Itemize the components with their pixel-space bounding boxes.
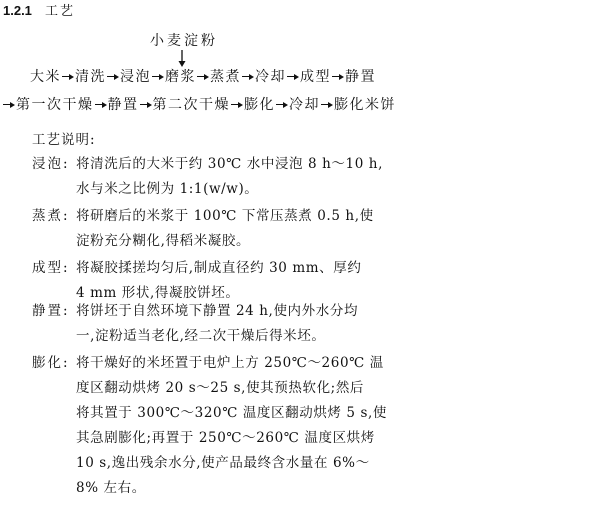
right-arrow-icon [3, 100, 15, 110]
description-term: 浸泡: [32, 156, 70, 172]
right-arrow-icon [287, 72, 299, 82]
flow-step: 成型 [300, 69, 331, 85]
description-line: 将清洗后的大米于约 30℃ 水中浸泡 8 h～10 h, [76, 156, 383, 172]
description-line: 4 mm 形状,得凝胶饼坯。 [76, 285, 240, 301]
right-arrow-icon [242, 72, 254, 82]
right-arrow-icon [62, 72, 74, 82]
flow-row-1 [30, 66, 376, 86]
description-term: 蒸煮: [32, 208, 70, 224]
flow-step: 第一次干燥 [16, 97, 94, 113]
flow-step: 大米 [30, 69, 61, 85]
right-arrow-icon [321, 100, 333, 110]
section-title: 工艺 [45, 4, 76, 19]
description-line: 将饼坯于自然环境下静置 24 h,使内外水分均 [76, 303, 359, 319]
flow-step: 冷却 [289, 97, 320, 113]
right-arrow-icon [276, 100, 288, 110]
flow-row-2 [2, 94, 396, 114]
right-arrow-icon [107, 72, 119, 82]
flow-step: 第二次干燥 [152, 97, 230, 113]
flow-step: 膨化 [244, 97, 275, 113]
description-line: 将研磨后的米浆于 100℃ 下常压蒸煮 0.5 h,使 [76, 208, 374, 224]
flow-step: 静置 [107, 97, 139, 113]
right-arrow-icon [95, 100, 107, 110]
flow-step: 清洗 [75, 69, 106, 85]
flow-step: 冷却 [255, 69, 286, 85]
flow-step: 膨化米饼 [334, 97, 396, 113]
flow-step: 磨浆 [165, 69, 196, 85]
description-line: 将其置于 300℃～320℃ 温度区翻动烘烤 5 s,使 [76, 405, 388, 421]
description-line: 一,淀粉适当老化,经二次干燥后得米坯。 [76, 328, 326, 344]
section-heading [3, 0, 75, 19]
flow-step: 浸泡 [120, 69, 151, 85]
flow-step: 蒸煮 [210, 69, 241, 85]
description-line: 将干燥好的米坯置于电炉上方 250℃～260℃ 温 [76, 355, 384, 371]
right-arrow-icon [231, 100, 243, 110]
right-arrow-icon [197, 72, 209, 82]
description-term: 膨化: [32, 355, 70, 371]
description-heading: 工艺说明: [32, 132, 96, 148]
description-line: 8% 左右。 [76, 480, 146, 496]
right-arrow-icon [332, 72, 344, 82]
description-term: 静置: [32, 303, 70, 319]
side-input-label: 小麦淀粉 [150, 33, 218, 49]
description-line: 水与米之比例为 1:1(w/w)。 [76, 181, 259, 197]
right-arrow-icon [140, 100, 152, 110]
description-line: 将凝胶揉搓均匀后,制成直径约 30 mm、厚约 [76, 260, 362, 276]
section-number: 1.2.1 [3, 3, 32, 18]
description-line: 10 s,逸出残余水分,使产品最终含水量在 6%～ [76, 455, 370, 471]
description-line: 度区翻动烘烤 20 s～25 s,使其预热软化;然后 [76, 380, 365, 396]
description-line: 淀粉充分糊化,得稻米凝胶。 [76, 233, 251, 249]
right-arrow-icon [152, 72, 164, 82]
flow-step: 静置 [345, 69, 376, 85]
description-term: 成型: [32, 260, 70, 276]
description-line: 其急剧膨化;再置于 250℃～260℃ 温度区烘烤 [76, 430, 375, 446]
